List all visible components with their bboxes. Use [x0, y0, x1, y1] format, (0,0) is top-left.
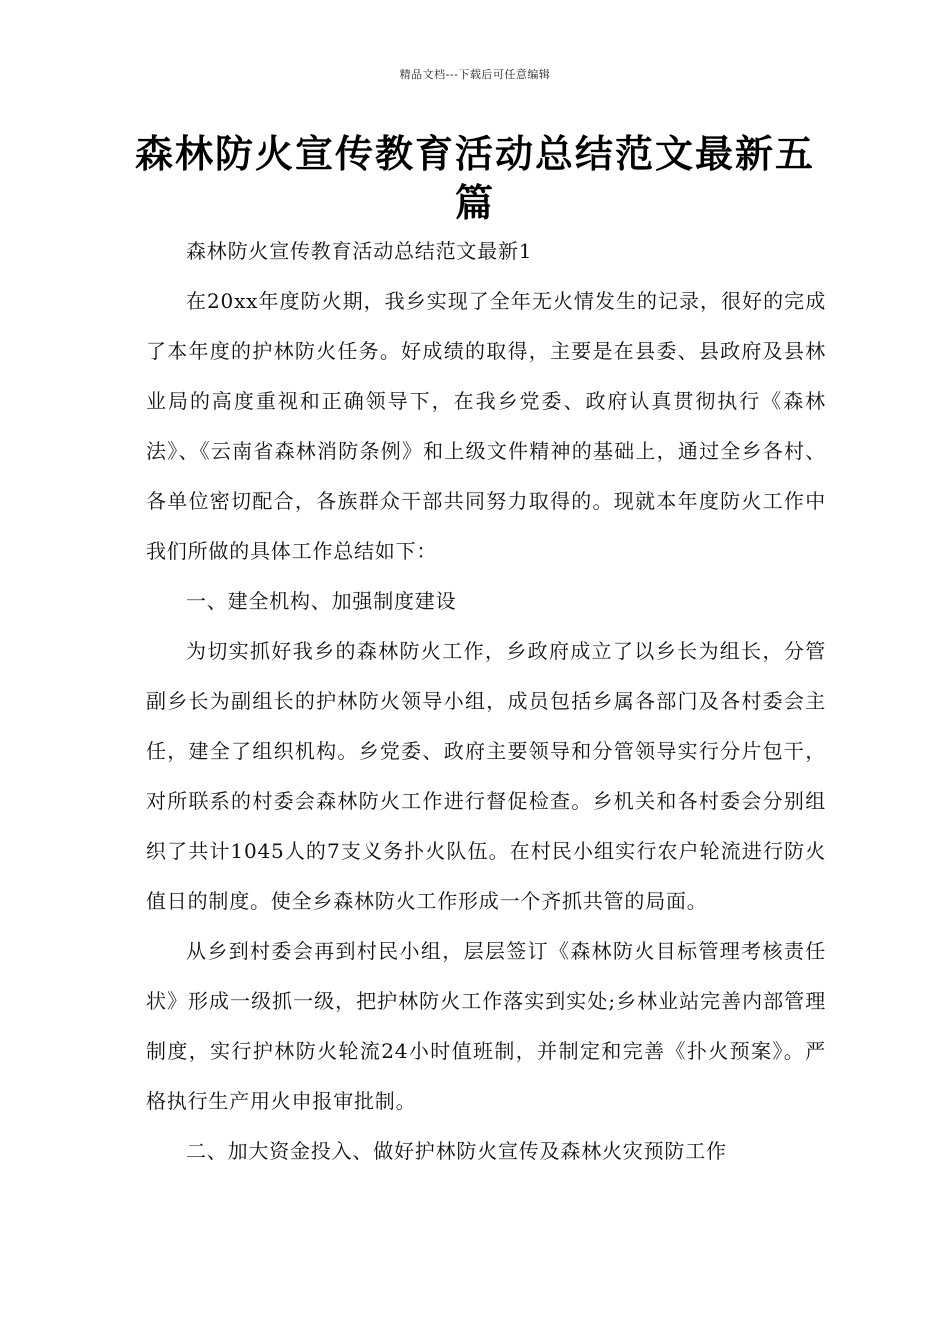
section-heading: 二、加大资金投入、做好护林防火宣传及森林火灾预防工作: [186, 1139, 727, 1163]
document-title: 森林防火宣传教育活动总结范文最新五篇: [134, 132, 815, 225]
paragraph: 为切实抓好我乡的森林防火工作，乡政府成立了以乡长为组长，分管副乡长为副组长的护林防火领导小组，成员包括乡属各部门及各村委会主任，建全了组织机构。乡党委、政府主要领导和分管领导实行分片包干，对所联系的村委会森林防火工作进行督促检查。乡机关和各村委会分别组织了共计1045人的7支义务扑火队伍。在村民小组实行农户轮流进行防火值日的制度。使全乡森林防火工作形成一个齐抓共管的局面。: [146, 639, 826, 913]
section-heading: 森林防火宣传教育活动总结范文最新1: [186, 239, 533, 263]
header-note: 精品文档---下载后可任意编辑: [399, 68, 551, 81]
document-body: [146, 226, 826, 1176]
section-heading: 一、建全机构、加强制度建设: [186, 589, 457, 613]
paragraph: 在20xx年度防火期，我乡实现了全年无火情发生的记录，很好的完成了本年度的护林防火任务。好成绩的取得，主要是在县委、县政府及县林业局的高度重视和正确领导下，在我乡党委、政府认真贯彻执行《森林法》、《云南省森林消防条例》和上级文件精神的基础上，通过全乡各村、各单位密切配合，各族群众干部共同努力取得的。现就本年度防火工作中我们所做的具体工作总结如下：: [146, 289, 826, 563]
paragraph: 从乡到村委会再到村民小组，层层签订《森林防火目标管理考核责任状》形成一级抓一级，把护林防火工作落实到实处;乡林业站完善内部管理制度，实行护林防火轮流24小时值班制，并制定和完善《扑火预案》。严格执行生产用火申报审批制。: [146, 939, 826, 1113]
